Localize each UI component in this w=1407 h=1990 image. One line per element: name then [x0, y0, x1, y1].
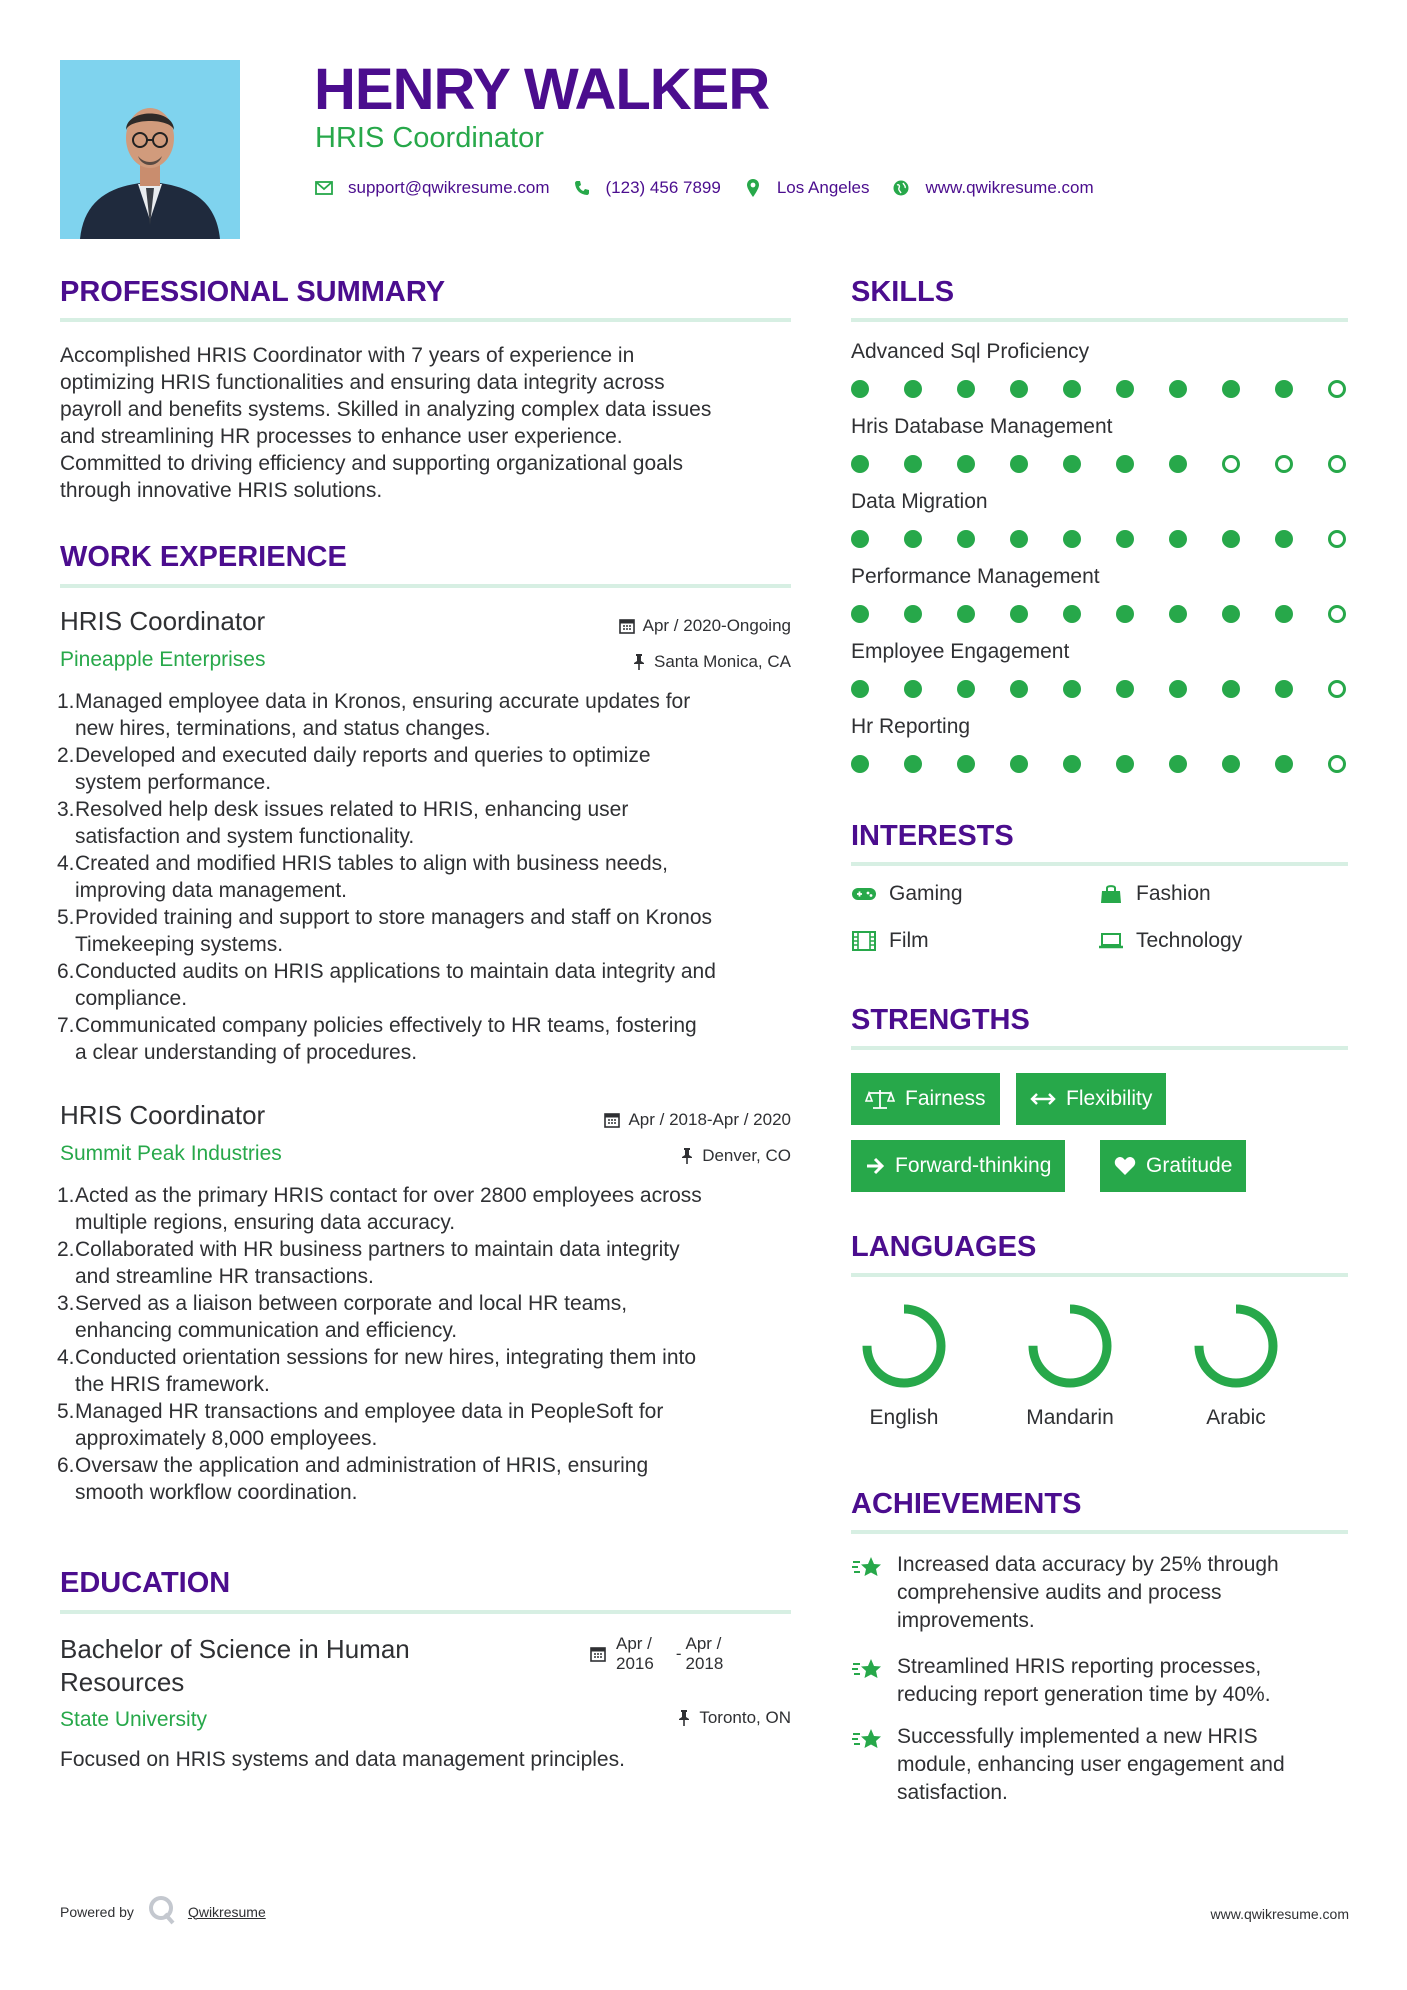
skill-dot-filled: [1063, 680, 1081, 698]
job-location-text: Denver, CO: [702, 1146, 791, 1165]
skill-dot-empty: [1328, 530, 1346, 548]
skill-rating: [851, 380, 1346, 398]
education-rule: [60, 1610, 791, 1614]
list-item: 7. Communicated company policies effectively to HR teams, fostering a clear understanding of procedures.: [57, 1014, 697, 1064]
skill-dot-filled: [1169, 605, 1187, 623]
education-location: Toronto, ON: [480, 1708, 791, 1728]
achievement-text: Streamlined HRIS reporting processes, reducing report generation time by 40%.: [897, 1655, 1271, 1706]
envelope-icon: [314, 178, 334, 198]
skill-dot-filled: [1010, 455, 1028, 473]
skill-rating: [851, 605, 1346, 623]
skill-dot-filled: [1169, 380, 1187, 398]
skill-dot-filled: [1275, 380, 1293, 398]
contact-website[interactable]: www.qwikresume.com: [925, 178, 1094, 197]
list-item: 6. Oversaw the application and administration of HRIS, ensuring smooth workflow coordination.: [57, 1454, 649, 1504]
skills-rule: [851, 318, 1348, 322]
skill-rating: [851, 755, 1346, 773]
summary-line: optimizing HRIS functionalities and ensuring data integrity across: [60, 371, 665, 394]
skill-dot-filled: [957, 455, 975, 473]
summary-line: payroll and benefits systems. Skilled in analyzing complex data issues: [60, 398, 712, 421]
skill-dot-filled: [1116, 530, 1134, 548]
strength-fairness: Fairness: [851, 1073, 1000, 1125]
film-icon: [851, 930, 877, 952]
skill-dot-filled: [1010, 530, 1028, 548]
language-name: Mandarin: [1026, 1406, 1114, 1429]
achievements-heading: ACHIEVEMENTS: [851, 1488, 1082, 1520]
skill-name: Hris Database Management: [851, 415, 1113, 438]
skill-dot-filled: [1222, 605, 1240, 623]
interests-rule: [851, 862, 1348, 866]
calendar-icon: [590, 1646, 606, 1662]
list-item: 2. Developed and executed daily reports and queries to optimize system performance.: [57, 744, 651, 794]
job-duties: [57, 688, 807, 1066]
skill-dot-filled: [851, 605, 869, 623]
skill-dot-filled: [1116, 680, 1134, 698]
qwikresume-logo-icon: [148, 1895, 176, 1928]
skill-dot-filled: [1222, 530, 1240, 548]
contact-location: Los Angeles: [776, 178, 870, 197]
education-description: Focused on HRIS systems and data management principles.: [60, 1748, 625, 1771]
language-item: [844, 1300, 964, 1430]
degree-title: Bachelor of Science in Human Resources: [60, 1634, 410, 1697]
skill-dot-filled: [851, 455, 869, 473]
calendar-icon: [604, 1112, 620, 1128]
skill-dot-filled: [957, 530, 975, 548]
language-name: English: [869, 1406, 939, 1429]
list-item: 5. Provided training and support to store managers and staff on Kronos Timekeeping systems.: [57, 906, 713, 956]
calendar-icon: [619, 618, 635, 634]
languages-rule: [851, 1273, 1348, 1277]
skill-dot-filled: [1222, 680, 1240, 698]
skill-rating: [851, 680, 1346, 698]
achievement-item: [851, 1551, 1348, 1635]
skill-name: Hr Reporting: [851, 715, 971, 738]
summary-line: through innovative HRIS solutions.: [60, 479, 383, 502]
skill-dot-empty: [1328, 605, 1346, 623]
language-item: [1176, 1300, 1296, 1430]
language-item: [1010, 1300, 1130, 1430]
balance-scale-icon: [865, 1088, 895, 1110]
summary-rule: [60, 318, 791, 322]
list-item: 2. Collaborated with HR business partners to maintain data integrity and streamline HR transactions.: [57, 1238, 680, 1288]
skill-dot-filled: [1010, 680, 1028, 698]
skill-name: Data Migration: [851, 490, 988, 513]
candidate-name: HENRY WALKER: [314, 57, 770, 122]
skill-dot-filled: [1116, 380, 1134, 398]
skill-dot-filled: [904, 755, 922, 773]
skill-dot-filled: [1169, 680, 1187, 698]
star-achievement-icon: [851, 1723, 885, 1807]
experience-rule: [60, 584, 791, 588]
language-level-ring: [1190, 1300, 1282, 1392]
summary-line: Committed to driving efficiency and supporting organizational goals: [60, 452, 683, 475]
skill-dot-filled: [1063, 755, 1081, 773]
skill-dot-filled: [1116, 455, 1134, 473]
skill-dot-filled: [1116, 605, 1134, 623]
skill-dot-filled: [957, 680, 975, 698]
job-date-text: Apr / 2020-Ongoing: [642, 616, 791, 635]
interests-heading: INTERESTS: [851, 820, 1014, 852]
skill-dot-filled: [1169, 530, 1187, 548]
strengths-rule: [851, 1046, 1348, 1050]
pin-icon: [632, 654, 646, 670]
list-item: 6. Conducted audits on HRIS applications to maintain data integrity and compliance.: [57, 960, 716, 1010]
skill-dot-filled: [851, 680, 869, 698]
job-title: HRIS Coordinator: [60, 606, 266, 636]
skill-dot-filled: [904, 380, 922, 398]
skill-dot-empty: [1222, 455, 1240, 473]
language-level-ring: [858, 1300, 950, 1392]
star-achievement-icon: [851, 1551, 885, 1635]
skill-dot-filled: [904, 680, 922, 698]
gamepad-icon: [851, 883, 877, 905]
skill-dot-filled: [904, 530, 922, 548]
skill-dot-filled: [1063, 455, 1081, 473]
skill-dot-filled: [1275, 605, 1293, 623]
language-level-arc: [1033, 1309, 1107, 1383]
globe-icon: [891, 178, 911, 198]
skill-dot-filled: [1275, 755, 1293, 773]
skill-dot-empty: [1328, 380, 1346, 398]
education-start: Apr / 2016: [616, 1634, 654, 1673]
achievement-item: [851, 1723, 1348, 1807]
skill-dot-filled: [1275, 530, 1293, 548]
list-item: 1. Acted as the primary HRIS contact for over 2800 employees across multiple regions, ensuring data accuracy.: [57, 1184, 702, 1234]
skill-dot-filled: [851, 380, 869, 398]
job-location: [480, 1146, 791, 1166]
strength-gratitude: Gratitude: [1100, 1140, 1246, 1192]
languages-heading: LANGUAGES: [851, 1231, 1037, 1263]
contact-phone[interactable]: (123) 456 7899: [605, 178, 721, 197]
education-dates: [590, 1634, 723, 1674]
skill-dot-filled: [957, 605, 975, 623]
footer-brand-link[interactable]: Qwikresume: [187, 1903, 266, 1920]
school-name: State University: [60, 1708, 208, 1731]
candidate-title: HRIS Coordinator: [315, 122, 544, 154]
strengths-heading: STRENGTHS: [851, 1004, 1030, 1036]
skill-rating: [851, 530, 1346, 548]
skill-dot-empty: [1328, 680, 1346, 698]
skill-dot-filled: [1010, 605, 1028, 623]
education-heading: EDUCATION: [60, 1567, 231, 1599]
interest-film: Film: [851, 929, 929, 953]
education-end: Apr / 2018: [685, 1634, 724, 1673]
interest-technology: Technology: [1098, 929, 1242, 953]
skill-dot-filled: [1063, 605, 1081, 623]
list-item: 1. Managed employee data in Kronos, ensuring accurate updates for new hires, terminations, and status changes.: [57, 690, 691, 740]
summary-line: and streamlining HR processes to enhance user experience.: [60, 425, 623, 448]
skill-dot-filled: [1063, 380, 1081, 398]
job-location-text: Santa Monica, CA: [653, 652, 791, 671]
job-company: Summit Peak Industries: [60, 1142, 282, 1165]
skill-dot-empty: [1328, 755, 1346, 773]
star-achievement-icon: [851, 1653, 885, 1709]
phone-icon: [572, 178, 592, 198]
job-date: [480, 616, 791, 636]
skill-dot-filled: [957, 380, 975, 398]
language-level-arc: [1199, 1309, 1273, 1383]
language-level-ring: [1024, 1300, 1116, 1392]
skill-dot-filled: [957, 755, 975, 773]
interest-gaming: Gaming: [851, 882, 963, 906]
summary-heading: PROFESSIONAL SUMMARY: [60, 276, 446, 308]
laptop-icon: [1098, 930, 1124, 952]
heart-icon: [1114, 1156, 1136, 1176]
pin-icon: [677, 1710, 691, 1726]
job-duties: [57, 1182, 807, 1506]
skill-dot-filled: [1116, 755, 1134, 773]
skill-dot-filled: [1275, 680, 1293, 698]
strength-flexibility: Flexibility: [1016, 1073, 1166, 1125]
interest-fashion: Fashion: [1098, 882, 1211, 906]
language-level-arc: [867, 1309, 941, 1383]
achievement-item: [851, 1653, 1348, 1709]
experience-heading: WORK EXPERIENCE: [60, 541, 347, 573]
list-item: 4. Conducted orientation sessions for new hires, integrating them into the HRIS framework.: [57, 1346, 697, 1396]
skill-dot-filled: [1222, 755, 1240, 773]
skill-name: Performance Management: [851, 565, 1100, 588]
map-marker-icon: [743, 178, 763, 198]
achievement-text: Successfully implemented a new HRIS module, enhancing user engagement and satisfaction.: [897, 1725, 1285, 1804]
skill-name: Advanced Sql Proficiency: [851, 340, 1090, 363]
arrow-right-icon: [865, 1157, 885, 1175]
skill-dot-filled: [1010, 755, 1028, 773]
footer-powered-by: Powered by Qwikresume: [60, 1895, 266, 1928]
skill-dot-filled: [1169, 755, 1187, 773]
shopping-bag-icon: [1098, 883, 1124, 905]
skill-dot-filled: [851, 530, 869, 548]
job-date-text: Apr / 2018-Apr / 2020: [628, 1110, 791, 1129]
skill-dot-filled: [904, 455, 922, 473]
education-date-dash: -: [675, 1644, 682, 1663]
arrows-horizontal-icon: [1030, 1092, 1056, 1106]
skills-heading: SKILLS: [851, 276, 955, 308]
achievements-rule: [851, 1530, 1348, 1534]
skill-dot-filled: [1169, 455, 1187, 473]
job-title: HRIS Coordinator: [60, 1100, 266, 1130]
skill-dot-empty: [1328, 455, 1346, 473]
list-item: 5. Managed HR transactions and employee data in PeopleSoft for approximately 8,000 employees.: [57, 1400, 664, 1450]
skill-name: Employee Engagement: [851, 640, 1070, 663]
summary-line: Accomplished HRIS Coordinator with 7 years of experience in: [60, 344, 635, 367]
job-date: [480, 1110, 791, 1130]
list-item: 3. Served as a liaison between corporate and local HR teams, enhancing communication and efficiency.: [57, 1292, 628, 1342]
skill-dot-filled: [1222, 380, 1240, 398]
skill-dot-filled: [1063, 530, 1081, 548]
skill-rating: [851, 455, 1346, 473]
footer-website[interactable]: www.qwikresume.com: [1210, 1906, 1349, 1922]
contact-email[interactable]: support@qwikresume.com: [348, 178, 550, 197]
list-item: 4. Created and modified HRIS tables to align with business needs, improving data management.: [57, 852, 669, 902]
skill-dot-filled: [1010, 380, 1028, 398]
list-item: 3. Resolved help desk issues related to HRIS, enhancing user satisfaction and system functionality.: [57, 798, 629, 848]
skill-dot-empty: [1275, 455, 1293, 473]
pin-icon: [680, 1148, 694, 1164]
skill-dot-filled: [904, 605, 922, 623]
achievement-text: Increased data accuracy by 25% through comprehensive audits and process improvements.: [897, 1553, 1279, 1632]
job-location: [480, 652, 791, 672]
profile-photo: [60, 60, 240, 239]
skill-dot-filled: [851, 755, 869, 773]
summary-text: [60, 342, 800, 504]
job-company: Pineapple Enterprises: [60, 648, 266, 671]
language-name: Arabic: [1206, 1406, 1266, 1429]
contact-bar: [314, 178, 1116, 198]
strength-forward-thinking: Forward-thinking: [851, 1140, 1065, 1192]
